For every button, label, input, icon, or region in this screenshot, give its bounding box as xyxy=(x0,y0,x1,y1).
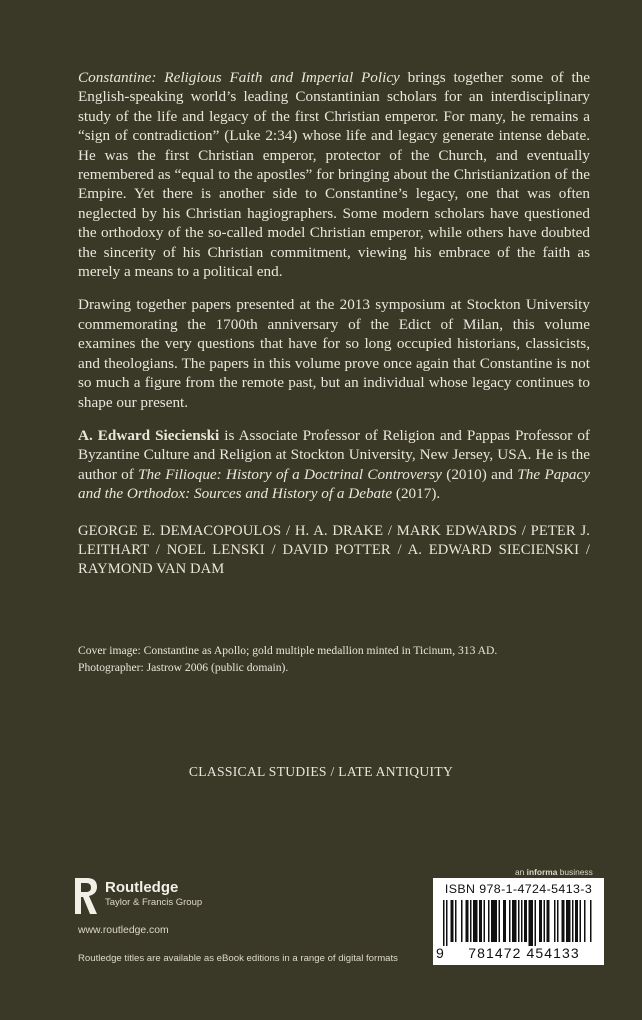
barcode-bar xyxy=(488,900,490,942)
author-bio-text-2: (2010) and xyxy=(441,465,518,483)
back-cover-blurb xyxy=(78,68,590,580)
blurb-paragraph-2: Drawing together papers presented at the 2013 symposium at Stockton University commemorating the 1700th anniversary of the Edict of Milan, this volume examines the very questions that have for so long occupied historians, classicists, and theologians. The papers in this volume prove once again that Constantine is not so much a figure from the remote past, but an individual whose legacy continues to shape our present. xyxy=(78,296,590,411)
barcode-bar xyxy=(499,900,501,942)
book-title: Constantine: Religious Faith and Imperial Policy xyxy=(78,69,400,86)
blurb-paragraph-1 xyxy=(78,68,590,281)
barcode-bar xyxy=(446,900,448,946)
barcode-bar xyxy=(524,900,527,942)
barcode-bar xyxy=(473,900,478,942)
barcode-bar xyxy=(554,900,556,942)
barcode-bar xyxy=(521,900,523,942)
barcode-bar xyxy=(509,900,511,942)
barcode-bar xyxy=(518,900,520,942)
barcode-bar xyxy=(580,900,582,942)
credit-line-2: Photographer: Jastrow 2006 (public domain). xyxy=(78,661,289,674)
informa-prefix: an xyxy=(515,867,527,877)
barcode-bar xyxy=(491,900,497,942)
isbn-number: ISBN 978-1-4724-5413-3 xyxy=(444,882,593,896)
barcode-bar xyxy=(479,900,482,942)
barcode-bar xyxy=(572,900,574,942)
routledge-r-icon xyxy=(73,876,99,916)
blurb-paragraph-1-text: brings together some of the English-speaking world’s leading Constantinian scholars for an interdisciplinary study of the life and legacy of the first Christian emperor. For many, he remains a “sign of contradiction” (Luke 2:34) whose life and legacy generate intense debate. He was the first Christian emperor, protector of the Church, and eventually remembered as “equal to the apostles” for bringing about the Christianization of the Empire. Yet there is another side to Constantine’s legacy, one that was often neglected by his Christian hagiographers. Some modern scholars have questioned the orthodoxy of the so-called model Christian emperor, while others have doubted the sincerity of his Christian commitment, viewing his embrace of the faith as merely a means to a political end. xyxy=(78,69,590,281)
credit-line-1: Cover image: Constantine as Apollo; gold multiple medallion minted in Ticinum, 313 AD. xyxy=(78,644,498,657)
barcode-bar xyxy=(539,900,542,942)
barcode-bar xyxy=(562,900,565,942)
publisher-website[interactable]: www.routledge.com xyxy=(78,925,169,936)
barcode-bar xyxy=(575,900,578,942)
publisher-group: Taylor & Francis Group xyxy=(105,897,203,908)
contributors-list: GEORGE E. DEMACOPOULOS / H. A. DRAKE / MARK EDWARDS / PETER J. LEITHART / NOEL LENSKI / DAVID POTTER / A. EDWARD SIECIENSKI / RAYMOND VAN DAM xyxy=(78,522,590,578)
barcode-lead-digit: 9 xyxy=(436,945,445,961)
barcode-bar xyxy=(547,900,550,942)
barcode-bar xyxy=(584,900,586,942)
subject-category: CLASSICAL STUDIES / LATE ANTIQUITY xyxy=(188,764,454,779)
barcode-bar xyxy=(470,900,472,942)
barcode-bar xyxy=(529,900,534,946)
cover-image-credit xyxy=(78,642,578,676)
informa-tagline xyxy=(515,867,593,877)
barcode-bar xyxy=(466,900,469,942)
author-bio-text-3: (2017). xyxy=(392,485,441,503)
ebook-note: Routledge titles are available as eBook editions in a range of digital formats xyxy=(78,953,398,964)
informa-brand: informa xyxy=(526,867,558,877)
barcode-bar xyxy=(455,900,457,942)
isbn-barcode xyxy=(433,878,604,965)
barcode-bar xyxy=(590,900,592,942)
barcode-bar xyxy=(451,900,454,942)
barcode-bar xyxy=(461,900,463,942)
barcode-main-digits: 781472 454133 xyxy=(468,945,580,961)
author-bio xyxy=(78,426,590,504)
barcode-bar xyxy=(484,900,486,942)
author-book-1: The Filioque: History of a Doctrinal Controversy xyxy=(138,465,442,483)
barcode-bar xyxy=(443,900,445,946)
author-bio-text-1: is Associate Professor of Religion and Pappas Professor of Byzantine Culture and Religion at Stockton University, New Jersey, USA. He is the author of xyxy=(78,426,590,483)
author-name: A. Edward Siecienski xyxy=(78,426,220,444)
barcode-bar xyxy=(535,900,537,946)
barcode-bars xyxy=(441,900,597,946)
barcode-bar xyxy=(557,900,559,942)
publisher-name: Routledge xyxy=(105,879,179,896)
barcode-bar xyxy=(512,900,517,942)
informa-suffix: business xyxy=(557,867,593,877)
barcode-bar xyxy=(503,900,506,942)
barcode-bar xyxy=(544,900,546,942)
author-book-2: The Papacy and the Orthodox: Sources and History of a Debate xyxy=(78,465,590,503)
barcode-bar xyxy=(566,900,571,942)
